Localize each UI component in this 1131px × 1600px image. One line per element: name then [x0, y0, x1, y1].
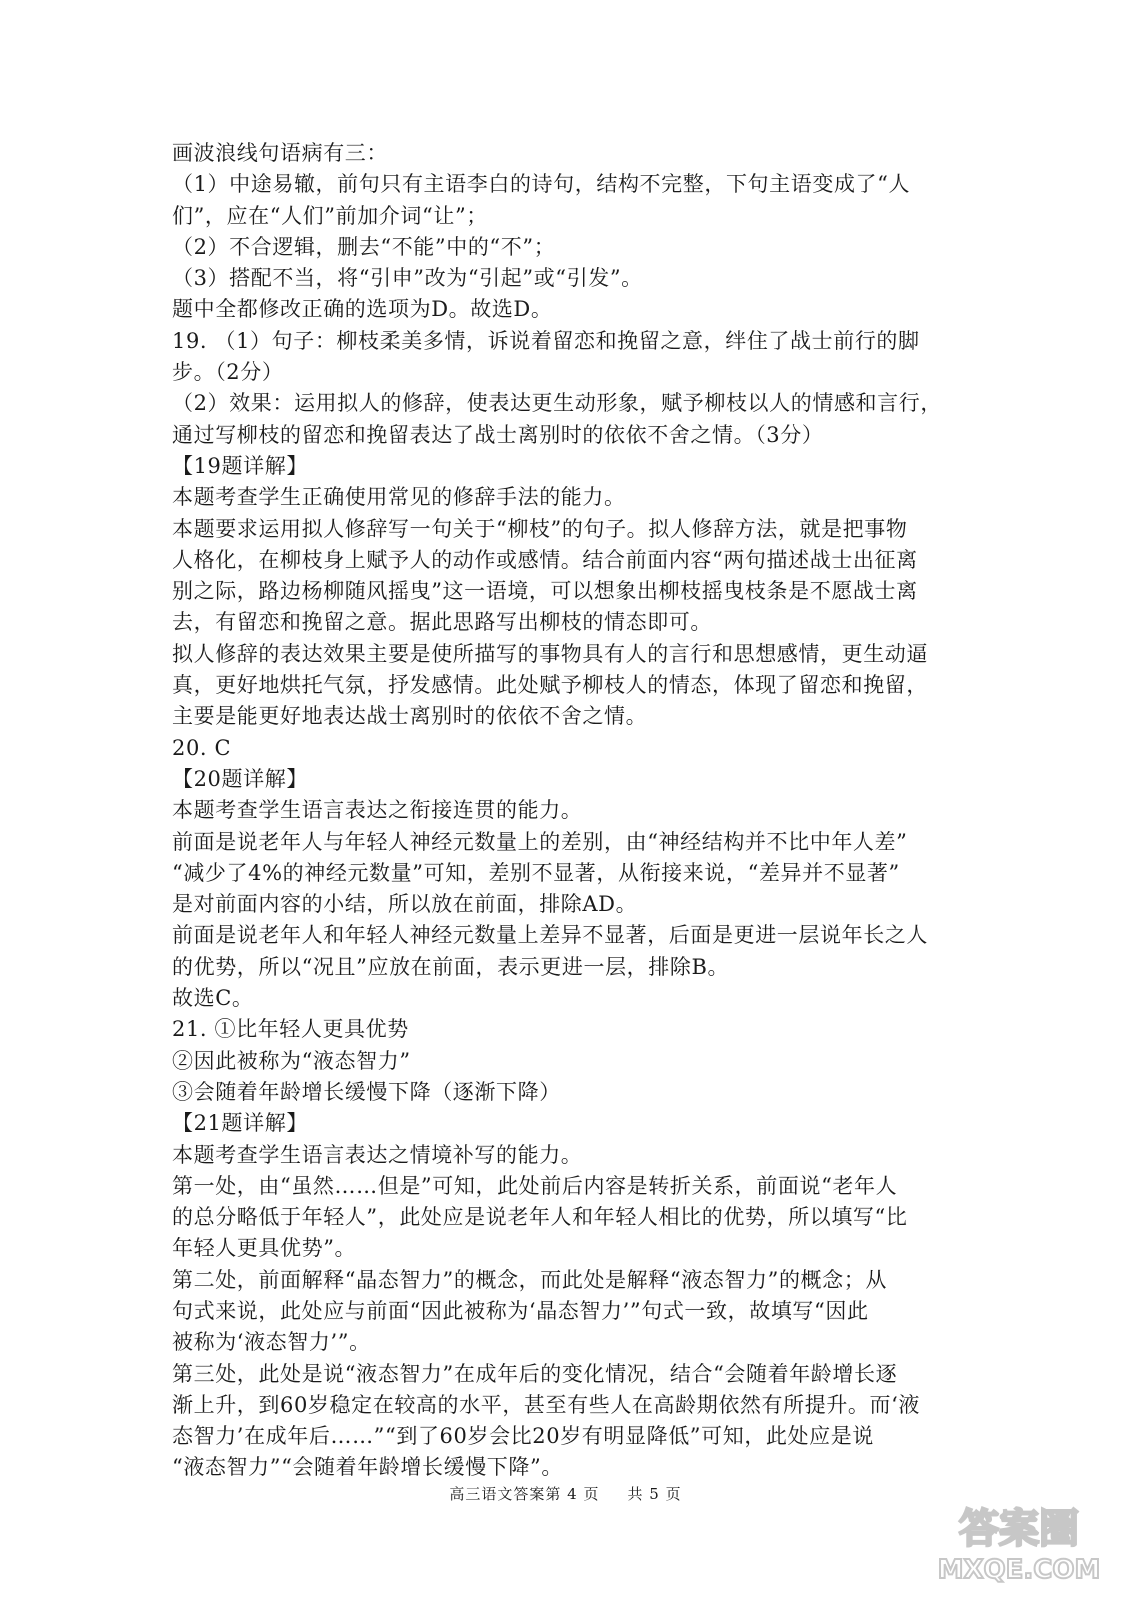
text-line: 画波浪线句语病有三：: [172, 141, 388, 165]
text-line: （2）不合逻辑，删去“不能”中的“不”；: [172, 234, 556, 259]
text-line: 第二处，前面解释“晶态智力”的概念，而此处是解释“液态智力”的概念；从: [172, 1267, 887, 1292]
text-line: 别之际，路边杨柳随风摇曳”这一语境，可以想象出柳枝摇曳枝条是不愿战士离: [172, 579, 918, 604]
text-line: 年轻人更具优势”。: [172, 1236, 357, 1261]
text-line: 被称为‘液态智力’”。: [172, 1330, 371, 1355]
text-line: 态智力’在成年后……”“到了60岁会比20岁有明显降低”可知，此处应是说: [172, 1424, 874, 1449]
text-line: 本题考查学生语言表达之情境补写的能力。: [172, 1142, 583, 1167]
question-21-answer: 21. ①比年轻人更具优势: [172, 1017, 409, 1042]
text-line: ②因此被称为“液态智力”: [172, 1048, 411, 1073]
text-line: 本题考查学生正确使用常见的修辞手法的能力。: [172, 485, 626, 510]
question-19-answer: 19. （1）句子：柳枝柔美多情，诉说着留恋和挽留之意，绊住了战士前行的脚: [172, 328, 920, 353]
question-20-answer: 20. C: [172, 735, 232, 760]
section-heading-19: 【19题详解】: [172, 453, 308, 478]
section-heading-20: 【20题详解】: [172, 766, 308, 791]
text-line: 第三处，此处是说“液态智力”在成年后的变化情况，结合“会随着年龄增长逐: [172, 1361, 898, 1386]
text-line: 的优势，所以“况且”应放在前面，表示更进一层，排除B。: [172, 954, 730, 979]
section-heading-21: 【21题详解】: [172, 1111, 308, 1136]
text-line: “减少了4%的神经元数量”可知，差别不显著，从衔接来说，“差异并不显著”: [172, 860, 900, 885]
text-line: 是对前面内容的小结，所以放在前面，排除AD。: [172, 892, 638, 917]
text-line: 句式来说，此处应与前面“因此被称为‘晶态智力’”句式一致，故填写“因此: [172, 1298, 869, 1323]
text-line: 去，有留恋和挽留之意。据此思路写出柳枝的情态即可。: [172, 610, 712, 635]
answer-text-body: [172, 138, 962, 1484]
text-line: 故选C。: [172, 986, 254, 1011]
text-line: 本题要求运用拟人修辞写一句关于“柳枝”的句子。拟人修辞方法，就是把事物: [172, 516, 908, 541]
text-line: 们”，应在“人们”前加介词“让”；: [172, 203, 488, 228]
total-pages-label: 共 5 页: [627, 1485, 682, 1503]
text-line: 主要是能更好地表达战士离别时的依依不舍之情。: [172, 704, 648, 729]
text-line: 第一处，由“虽然……但是”可知，此处前后内容是转折关系，前面说“老年人: [172, 1173, 898, 1198]
text-line: 步。（2分）: [172, 360, 284, 385]
text-line: 题中全都修改正确的选项为D。故选D。: [172, 297, 553, 322]
text-line: （3）搭配不当，将“引申”改为“引起”或“引发”。: [172, 266, 643, 291]
text-line: “液态智力”“会随着年龄增长缓慢下降”。: [172, 1455, 563, 1480]
text-line: 通过写柳枝的留恋和挽留表达了战士离别时的依依不舍之情。（3分）: [172, 422, 824, 447]
text-line: 渐上升，到60岁稳定在较高的水平，甚至有些人在高龄期依然有所提升。而‘液: [172, 1392, 920, 1417]
page-number-label: 高三语文答案第 4 页: [449, 1485, 600, 1503]
text-line: 的总分略低于年轻人”，此处应是说老年人和年轻人相比的优势，所以填写“比: [172, 1205, 908, 1230]
text-line: 本题考查学生语言表达之衔接连贯的能力。: [172, 798, 583, 823]
watermark-logo: [925, 1490, 1113, 1586]
text-line: 拟人修辞的表达效果主要是使所描写的事物具有人的言行和思想感情，更生动逼: [172, 641, 928, 666]
text-line: 前面是说老年人和年轻人神经元数量上差异不显著，后面是更进一层说年长之人: [172, 923, 928, 948]
text-line: 人格化，在柳枝身上赋予人的动作或感情。结合前面内容“两句描述战士出征离: [172, 547, 918, 572]
text-line: 前面是说老年人与年轻人神经元数量上的差别，由“神经结构并不比中年人差”: [172, 829, 908, 854]
text-line: （2）效果：运用拟人的修辞，使表达更生动形象，赋予柳枝以人的情感和言行，: [172, 391, 942, 416]
text-line: ③会随着年龄增长缓慢下降（逐渐下降）: [172, 1079, 561, 1104]
watermark-text: 答案圈: [959, 1506, 1079, 1552]
text-line: 真，更好地烘托气氛，抒发感情。此处赋予柳枝人的情态，体现了留恋和挽留，: [172, 673, 928, 698]
text-line: （1）中途易辙，前句只有主语李白的诗句，结构不完整，下句主语变成了“人: [172, 172, 911, 197]
watermark-url: MXQE.COM: [937, 1555, 1101, 1585]
